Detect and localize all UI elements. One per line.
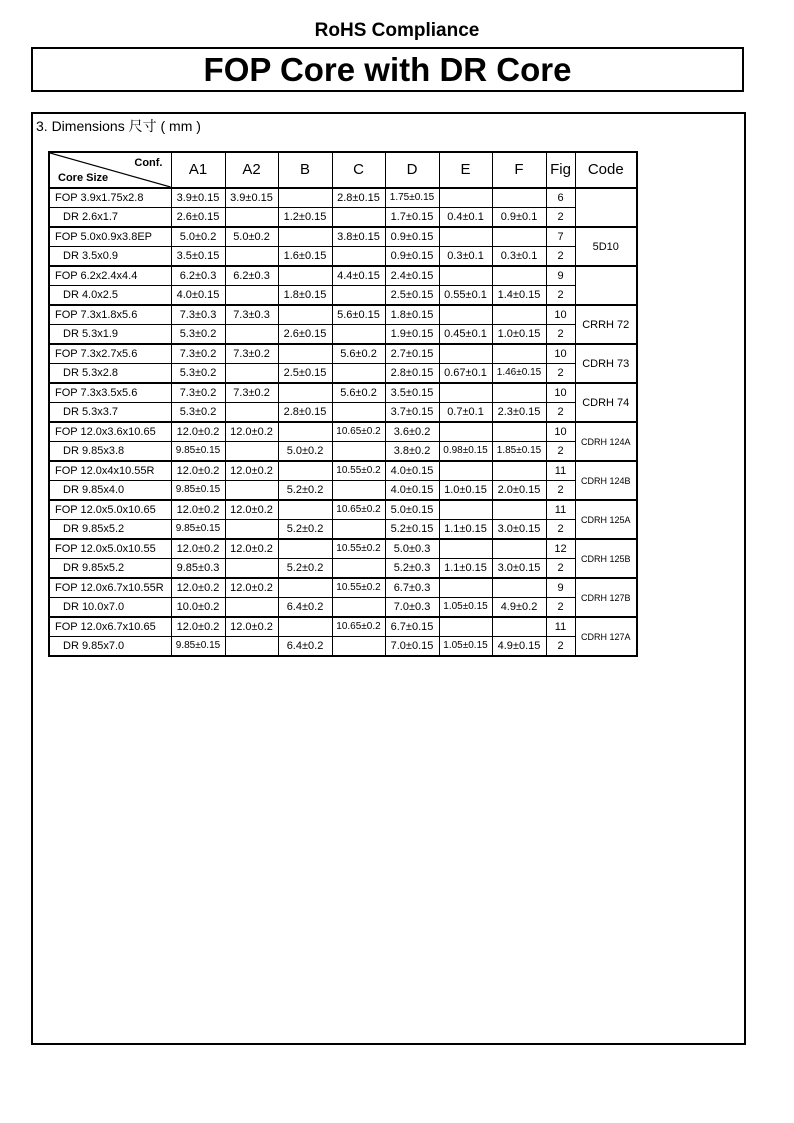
column-header: C <box>332 152 385 188</box>
code-cell: CDRH 124A <box>575 422 637 461</box>
code-cell: CDRH 125A <box>575 500 637 539</box>
dimension-cell-fig: 2 <box>546 442 575 462</box>
dimension-cell-b <box>278 500 332 520</box>
table-row <box>49 422 637 442</box>
column-header: D <box>385 152 439 188</box>
core-size-cell: FOP 12.0x4x10.55R <box>49 461 171 481</box>
dimension-cell-a1: 7.3±0.2 <box>171 344 225 364</box>
dimension-cell-b <box>278 266 332 286</box>
dimension-cell-f: 4.9±0.15 <box>492 637 546 657</box>
dimension-cell-e <box>439 188 492 208</box>
dimension-cell-b: 6.4±0.2 <box>278 598 332 618</box>
dimension-cell-d: 2.4±0.15 <box>385 266 439 286</box>
table-row <box>49 188 637 208</box>
dimension-cell-d: 1.8±0.15 <box>385 305 439 325</box>
table-row <box>49 364 637 384</box>
dimension-cell-a2: 12.0±0.2 <box>225 578 278 598</box>
dimension-cell-fig: 10 <box>546 383 575 403</box>
dimension-cell-d: 4.0±0.15 <box>385 461 439 481</box>
dimension-cell-c <box>332 442 385 462</box>
dimension-cell-fig: 2 <box>546 364 575 384</box>
dimension-cell-e <box>439 539 492 559</box>
dimension-cell-f <box>492 578 546 598</box>
dimension-cell-c <box>332 559 385 579</box>
dimension-cell-d: 6.7±0.3 <box>385 578 439 598</box>
table-row <box>49 539 637 559</box>
dimension-cell-b <box>278 617 332 637</box>
dimension-cell-a1: 5.3±0.2 <box>171 364 225 384</box>
dimension-cell-e: 0.67±0.1 <box>439 364 492 384</box>
dimension-cell-d: 0.9±0.15 <box>385 227 439 247</box>
table-row <box>49 481 637 501</box>
dimension-cell-d: 4.0±0.15 <box>385 481 439 501</box>
dimension-cell-e <box>439 383 492 403</box>
dimension-cell-a2: 12.0±0.2 <box>225 422 278 442</box>
dimension-cell-c: 2.8±0.15 <box>332 188 385 208</box>
table-row <box>49 637 637 657</box>
dimensions-section <box>31 112 746 1045</box>
code-cell: CDRH 124B <box>575 461 637 500</box>
dimension-cell-a1: 12.0±0.2 <box>171 617 225 637</box>
column-header: F <box>492 152 546 188</box>
dimension-cell-fig: 2 <box>546 403 575 423</box>
dimension-cell-a2: 12.0±0.2 <box>225 461 278 481</box>
dimension-cell-a2 <box>225 403 278 423</box>
core-size-cell: DR 5.3x2.8 <box>49 364 171 384</box>
dimension-cell-a2 <box>225 598 278 618</box>
dimension-cell-d: 1.7±0.15 <box>385 208 439 228</box>
table-row <box>49 559 637 579</box>
dimension-cell-a2: 12.0±0.2 <box>225 500 278 520</box>
dimension-cell-a1: 12.0±0.2 <box>171 578 225 598</box>
dimension-cell-e: 1.05±0.15 <box>439 637 492 657</box>
dimension-cell-a1: 5.0±0.2 <box>171 227 225 247</box>
dimension-cell-a2 <box>225 520 278 540</box>
dimension-cell-a1: 12.0±0.2 <box>171 500 225 520</box>
dimension-cell-a2: 5.0±0.2 <box>225 227 278 247</box>
dimension-cell-d: 5.2±0.3 <box>385 559 439 579</box>
dimension-cell-f: 1.4±0.15 <box>492 286 546 306</box>
dimension-cell-fig: 2 <box>546 247 575 267</box>
dimension-cell-a1: 10.0±0.2 <box>171 598 225 618</box>
column-header: A2 <box>225 152 278 188</box>
dimension-cell-a2 <box>225 286 278 306</box>
dimension-cell-d: 1.75±0.15 <box>385 188 439 208</box>
dimension-cell-c <box>332 247 385 267</box>
dimension-cell-e <box>439 578 492 598</box>
table-row <box>49 442 637 462</box>
column-header: Fig <box>546 152 575 188</box>
code-cell: CDRH 125B <box>575 539 637 578</box>
dimension-cell-c <box>332 286 385 306</box>
dimension-cell-c: 10.55±0.2 <box>332 539 385 559</box>
table-row <box>49 461 637 481</box>
dimension-cell-f <box>492 188 546 208</box>
dimension-cell-a2: 12.0±0.2 <box>225 617 278 637</box>
dimension-cell-a1: 9.85±0.15 <box>171 442 225 462</box>
corner-header-cell <box>49 152 171 188</box>
dimension-cell-a2: 6.2±0.3 <box>225 266 278 286</box>
core-size-cell: DR 4.0x2.5 <box>49 286 171 306</box>
dimension-cell-b: 6.4±0.2 <box>278 637 332 657</box>
dimension-cell-f <box>492 227 546 247</box>
core-size-cell: DR 9.85x5.2 <box>49 559 171 579</box>
dimension-cell-fig: 11 <box>546 617 575 637</box>
dimension-cell-f: 1.0±0.15 <box>492 325 546 345</box>
dimension-cell-c: 5.6±0.15 <box>332 305 385 325</box>
dimension-cell-b: 2.6±0.15 <box>278 325 332 345</box>
dimension-cell-fig: 2 <box>546 598 575 618</box>
dimension-cell-b: 1.6±0.15 <box>278 247 332 267</box>
dimension-cell-fig: 2 <box>546 325 575 345</box>
core-size-cell: FOP 7.3x2.7x5.6 <box>49 344 171 364</box>
dimension-cell-fig: 10 <box>546 305 575 325</box>
dimension-cell-c <box>332 637 385 657</box>
dimension-cell-c: 3.8±0.15 <box>332 227 385 247</box>
dimension-cell-b <box>278 422 332 442</box>
dimension-cell-a2 <box>225 247 278 267</box>
table-row <box>49 520 637 540</box>
dimension-cell-c <box>332 520 385 540</box>
dimension-cell-a1: 5.3±0.2 <box>171 403 225 423</box>
dimension-cell-d: 1.9±0.15 <box>385 325 439 345</box>
core-size-cell: FOP 12.0x6.7x10.55R <box>49 578 171 598</box>
dimension-cell-b <box>278 305 332 325</box>
dimension-cell-c: 10.65±0.2 <box>332 617 385 637</box>
dimension-cell-e: 0.3±0.1 <box>439 247 492 267</box>
dimension-cell-f: 3.0±0.15 <box>492 520 546 540</box>
dimension-cell-f <box>492 383 546 403</box>
dimension-cell-a1: 12.0±0.2 <box>171 422 225 442</box>
table-row <box>49 266 637 286</box>
code-cell: CDRH 127A <box>575 617 637 656</box>
dimension-cell-f: 3.0±0.15 <box>492 559 546 579</box>
dimension-cell-d: 5.0±0.3 <box>385 539 439 559</box>
dimension-cell-a1: 9.85±0.15 <box>171 520 225 540</box>
dimension-cell-c: 4.4±0.15 <box>332 266 385 286</box>
dimension-cell-a2 <box>225 208 278 228</box>
dimension-cell-f: 0.9±0.1 <box>492 208 546 228</box>
dimension-cell-f: 1.46±0.15 <box>492 364 546 384</box>
dimension-cell-f <box>492 344 546 364</box>
dimension-cell-f <box>492 500 546 520</box>
dimension-cell-b: 5.2±0.2 <box>278 559 332 579</box>
dimension-cell-f: 2.0±0.15 <box>492 481 546 501</box>
document-title: FOP Core with DR Core <box>203 50 572 88</box>
dimension-cell-e <box>439 461 492 481</box>
dimension-cell-b: 1.2±0.15 <box>278 208 332 228</box>
dimension-cell-fig: 2 <box>546 208 575 228</box>
column-header: Code <box>575 152 637 188</box>
document-title-box <box>31 47 744 92</box>
core-size-cell: DR 10.0x7.0 <box>49 598 171 618</box>
dimension-cell-b <box>278 461 332 481</box>
conf-label: Conf. <box>134 157 163 169</box>
dimension-cell-d: 5.0±0.15 <box>385 500 439 520</box>
dimension-cell-f <box>492 461 546 481</box>
dimension-cell-e: 0.4±0.1 <box>439 208 492 228</box>
dimension-cell-c <box>332 364 385 384</box>
dimension-cell-d: 3.6±0.2 <box>385 422 439 442</box>
dimension-cell-e: 0.98±0.15 <box>439 442 492 462</box>
dimension-cell-fig: 10 <box>546 422 575 442</box>
core-size-cell: FOP 3.9x1.75x2.8 <box>49 188 171 208</box>
dimension-cell-a2: 7.3±0.2 <box>225 383 278 403</box>
table-row <box>49 286 637 306</box>
column-header: A1 <box>171 152 225 188</box>
table-row <box>49 247 637 267</box>
core-size-cell: FOP 5.0x0.9x3.8EP <box>49 227 171 247</box>
dimension-cell-d: 3.8±0.2 <box>385 442 439 462</box>
core-size-cell: FOP 7.3x1.8x5.6 <box>49 305 171 325</box>
dimension-cell-fig: 6 <box>546 188 575 208</box>
dimension-cell-b <box>278 383 332 403</box>
dimension-cell-fig: 11 <box>546 461 575 481</box>
core-size-cell: FOP 12.0x6.7x10.65 <box>49 617 171 637</box>
dimension-cell-e <box>439 617 492 637</box>
dimension-cell-a1: 5.3±0.2 <box>171 325 225 345</box>
dimension-cell-d: 6.7±0.15 <box>385 617 439 637</box>
dimension-cell-d: 0.9±0.15 <box>385 247 439 267</box>
dimension-cell-a2 <box>225 559 278 579</box>
table-row <box>49 598 637 618</box>
core-size-cell: DR 2.6x1.7 <box>49 208 171 228</box>
core-size-cell: FOP 12.0x3.6x10.65 <box>49 422 171 442</box>
dimension-cell-f <box>492 305 546 325</box>
dimension-cell-e: 0.55±0.1 <box>439 286 492 306</box>
dimension-cell-a1: 9.85±0.3 <box>171 559 225 579</box>
dimension-cell-e <box>439 500 492 520</box>
table-body <box>49 188 637 656</box>
dimension-cell-c: 10.55±0.2 <box>332 461 385 481</box>
table-row <box>49 344 637 364</box>
dimension-cell-a1: 9.85±0.15 <box>171 481 225 501</box>
dimension-cell-fig: 7 <box>546 227 575 247</box>
dimension-cell-c: 10.65±0.2 <box>332 500 385 520</box>
section-heading: 3. Dimensions 尺寸 ( mm ) <box>36 118 201 134</box>
core-size-cell: DR 5.3x1.9 <box>49 325 171 345</box>
dimension-cell-fig: 2 <box>546 520 575 540</box>
dimension-cell-fig: 2 <box>546 637 575 657</box>
dimensions-table <box>48 151 638 657</box>
dimension-cell-fig: 10 <box>546 344 575 364</box>
table-row <box>49 403 637 423</box>
dimension-cell-f <box>492 266 546 286</box>
dimension-cell-f: 0.3±0.1 <box>492 247 546 267</box>
dimension-cell-e: 1.05±0.15 <box>439 598 492 618</box>
dimension-cell-e: 0.7±0.1 <box>439 403 492 423</box>
table-row <box>49 325 637 345</box>
dimension-cell-e <box>439 344 492 364</box>
code-cell <box>575 188 637 227</box>
dimension-cell-e <box>439 227 492 247</box>
dimension-cell-e <box>439 422 492 442</box>
dimension-cell-b <box>278 227 332 247</box>
dimension-cell-f: 1.85±0.15 <box>492 442 546 462</box>
dimension-cell-a2 <box>225 325 278 345</box>
core-size-cell: FOP 12.0x5.0x10.55 <box>49 539 171 559</box>
column-header: B <box>278 152 332 188</box>
dimension-cell-c: 5.6±0.2 <box>332 383 385 403</box>
core-size-cell: FOP 12.0x5.0x10.65 <box>49 500 171 520</box>
dimension-cell-a2 <box>225 637 278 657</box>
dimension-cell-a1: 7.3±0.3 <box>171 305 225 325</box>
core-size-cell: DR 5.3x3.7 <box>49 403 171 423</box>
dimension-cell-fig: 2 <box>546 559 575 579</box>
dimension-cell-d: 7.0±0.3 <box>385 598 439 618</box>
dimension-cell-b: 5.2±0.2 <box>278 520 332 540</box>
dimension-cell-f <box>492 422 546 442</box>
dimension-cell-e: 1.1±0.15 <box>439 520 492 540</box>
dimension-cell-e: 1.0±0.15 <box>439 481 492 501</box>
code-cell: CDRH 127B <box>575 578 637 617</box>
dimension-cell-c <box>332 598 385 618</box>
dimension-cell-a1: 6.2±0.3 <box>171 266 225 286</box>
dimension-cell-c <box>332 481 385 501</box>
table-row <box>49 227 637 247</box>
core-size-cell: DR 3.5x0.9 <box>49 247 171 267</box>
dimension-cell-b <box>278 539 332 559</box>
dimension-cell-f: 4.9±0.2 <box>492 598 546 618</box>
dimension-cell-fig: 9 <box>546 578 575 598</box>
dimension-cell-fig: 2 <box>546 286 575 306</box>
dimension-cell-c <box>332 325 385 345</box>
dimension-cell-e <box>439 305 492 325</box>
table-row <box>49 305 637 325</box>
dimension-cell-b: 2.5±0.15 <box>278 364 332 384</box>
dimension-cell-d: 7.0±0.15 <box>385 637 439 657</box>
dimension-cell-c <box>332 403 385 423</box>
dimension-cell-d: 3.5±0.15 <box>385 383 439 403</box>
dimension-cell-a1: 3.5±0.15 <box>171 247 225 267</box>
dimension-cell-a2: 7.3±0.3 <box>225 305 278 325</box>
dimension-cell-a1: 12.0±0.2 <box>171 461 225 481</box>
dimension-cell-c: 10.65±0.2 <box>332 422 385 442</box>
dimension-cell-a1: 9.85±0.15 <box>171 637 225 657</box>
dimension-cell-a2: 3.9±0.15 <box>225 188 278 208</box>
dimension-cell-a2: 7.3±0.2 <box>225 344 278 364</box>
dimension-cell-b <box>278 188 332 208</box>
dimension-cell-b <box>278 344 332 364</box>
table-row <box>49 500 637 520</box>
dimension-cell-a2 <box>225 364 278 384</box>
dimension-cell-c: 10.55±0.2 <box>332 578 385 598</box>
dimension-cell-a1: 3.9±0.15 <box>171 188 225 208</box>
core-size-cell: DR 9.85x7.0 <box>49 637 171 657</box>
dimension-cell-a2 <box>225 442 278 462</box>
dimension-cell-a1: 7.3±0.2 <box>171 383 225 403</box>
dimension-cell-e <box>439 266 492 286</box>
core-size-cell: DR 9.85x3.8 <box>49 442 171 462</box>
dimension-cell-d: 2.5±0.15 <box>385 286 439 306</box>
dimension-cell-f <box>492 617 546 637</box>
code-cell: 5D10 <box>575 227 637 266</box>
core-size-cell: FOP 6.2x2.4x4.4 <box>49 266 171 286</box>
dimension-cell-b <box>278 578 332 598</box>
dimension-cell-c: 5.6±0.2 <box>332 344 385 364</box>
dimension-cell-d: 5.2±0.15 <box>385 520 439 540</box>
core-size-cell: DR 9.85x4.0 <box>49 481 171 501</box>
dimension-cell-d: 2.7±0.15 <box>385 344 439 364</box>
dimension-cell-f: 2.3±0.15 <box>492 403 546 423</box>
dimension-cell-d: 3.7±0.15 <box>385 403 439 423</box>
core-size-cell: FOP 7.3x3.5x5.6 <box>49 383 171 403</box>
dimension-cell-fig: 11 <box>546 500 575 520</box>
dimension-cell-fig: 12 <box>546 539 575 559</box>
dimension-cell-a1: 2.6±0.15 <box>171 208 225 228</box>
table-row <box>49 383 637 403</box>
table-row <box>49 617 637 637</box>
dimension-cell-c <box>332 208 385 228</box>
dimension-cell-b: 2.8±0.15 <box>278 403 332 423</box>
dimension-cell-d: 2.8±0.15 <box>385 364 439 384</box>
dimension-cell-b: 5.0±0.2 <box>278 442 332 462</box>
column-header: E <box>439 152 492 188</box>
table-row <box>49 578 637 598</box>
dimension-cell-b: 1.8±0.15 <box>278 286 332 306</box>
dimension-cell-e: 1.1±0.15 <box>439 559 492 579</box>
dimension-cell-a1: 12.0±0.2 <box>171 539 225 559</box>
dimension-cell-a2: 12.0±0.2 <box>225 539 278 559</box>
dimension-cell-fig: 9 <box>546 266 575 286</box>
dimension-cell-fig: 2 <box>546 481 575 501</box>
code-cell: CDRH 74 <box>575 383 637 422</box>
code-cell <box>575 266 637 305</box>
code-cell: CDRH 73 <box>575 344 637 383</box>
rohs-compliance-header: RoHS Compliance <box>314 20 480 41</box>
dimension-cell-e: 0.45±0.1 <box>439 325 492 345</box>
table-header-row <box>49 152 637 188</box>
dimension-cell-f <box>492 539 546 559</box>
core-size-cell: DR 9.85x5.2 <box>49 520 171 540</box>
dimension-cell-a1: 4.0±0.15 <box>171 286 225 306</box>
dimension-cell-a2 <box>225 481 278 501</box>
code-cell: CRRH 72 <box>575 305 637 344</box>
core-size-label: Core Size <box>58 172 109 184</box>
table-row <box>49 208 637 228</box>
dimension-cell-b: 5.2±0.2 <box>278 481 332 501</box>
